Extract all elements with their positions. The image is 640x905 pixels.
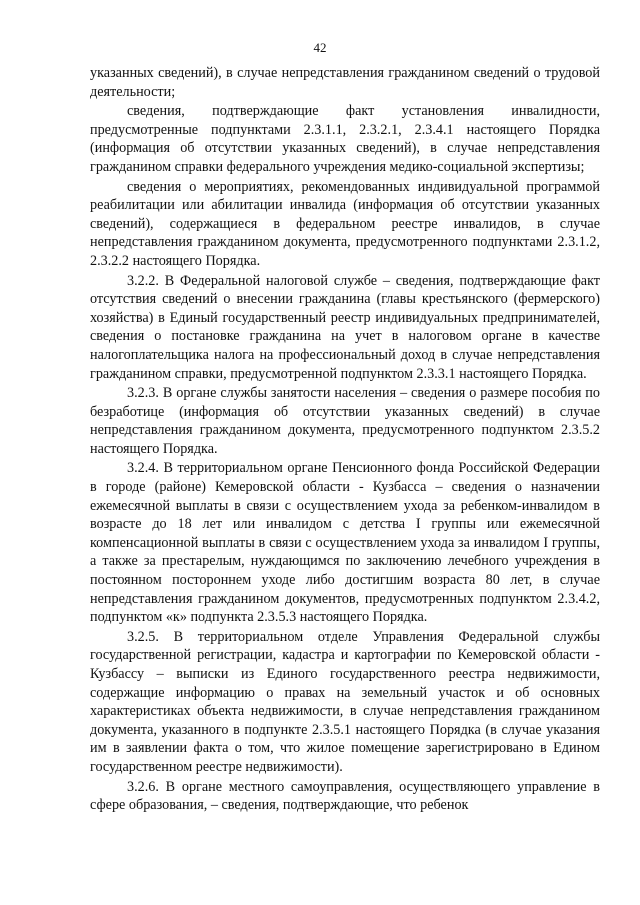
page-number: 42 <box>313 40 327 55</box>
paragraph-continuation: указанных сведений), в случае непредставления гражданином сведений о трудовой деятельности; <box>90 65 600 100</box>
paragraph-rehabilitation-info: сведения о мероприятиях, рекомендованных индивидуальной программой реабилитации или абилитации инвалида (информация об отсутствии указанных сведений), содержащиеся в федеральном реестре инвалидов, в случае непредставления гражданином документа, предусмотренного подпунктами 2.3.1.2, 2.3.2.2 настоящего Порядка. <box>90 178 600 269</box>
paragraph-3-2-5: 3.2.5. В территориальном отделе Управления Федеральной службы государственной регистрации, кадастра и картографии по Кемеровской области - Кузбассу – выписки из Единого государственного реестра недвижимости, содержащие информацию о правах на земельный участок и об основных характеристиках объекта недвижимости, в случае непредставления гражданином документа, указанного в подпункте 2.3.5.1 настоящего Порядка (в случае указания им в заявлении факта о том, что жилое помещение зарегистрировано в Едином государственном реестре недвижимости). <box>90 628 600 775</box>
document-body <box>90 64 600 816</box>
paragraph-3-2-4: 3.2.4. В территориальном органе Пенсионного фонда Российской Федерации в городе (районе) Кемеровской области - Кузбасса – сведения о назначении ежемесячной выплаты в связи с осуществлением ухода за ребенком-инвалидом в возрасте до 18 лет или инвалидом с детства I группы или ежемесячной компенсационной выплаты в связи с осуществлением ухода за инвалидом I группы, а также за престарелым, нуждающимся по заключению лечебного учреждения в постоянном постороннем уходе либо достигшим возраста 80 лет, в случае непредставления гражданином документов, предусмотренных подпунктом 2.3.4.2, подпунктом «к» подпункта 2.3.5.3 настоящего Порядка. <box>90 460 600 626</box>
paragraph-3-2-2: 3.2.2. В Федеральной налоговой службе – сведения, подтверждающие факт отсутствия сведений о внесении гражданина (главы крестьянского (фермерского) хозяйства) в Единый государственный реестр индивидуальных предпринимателей, сведения о постановке гражданина на учет в налоговом органе в качестве налогоплательщика налога на профессиональный доход в случае непредставления гражданином справки, предусмотренной подпунктом 2.3.3.1 настоящего Порядка. <box>90 272 600 382</box>
paragraph-3-2-3: 3.2.3. В органе службы занятости населения – сведения о размере пособия по безработице (информация об отсутствии указанных сведений) в случае непредставления гражданином документа, предусмотренного подпунктом 2.3.5.2 настоящего Порядка. <box>90 385 600 457</box>
paragraph-3-2-6: 3.2.6. В органе местного самоуправления, осуществляющего управление в сфере образования, – сведения, подтверждающие, что ребенок <box>90 778 600 814</box>
paragraph-disability-info: сведения, подтверждающие факт установления инвалидности, предусмотренные подпунктами 2.3.1.1, 2.3.2.1, 2.3.4.1 настоящего Порядка (информация об отсутствии указанных сведений), в случае непредставления гражданином справки федерального учреждения медико-социальной экспертизы; <box>90 103 600 175</box>
